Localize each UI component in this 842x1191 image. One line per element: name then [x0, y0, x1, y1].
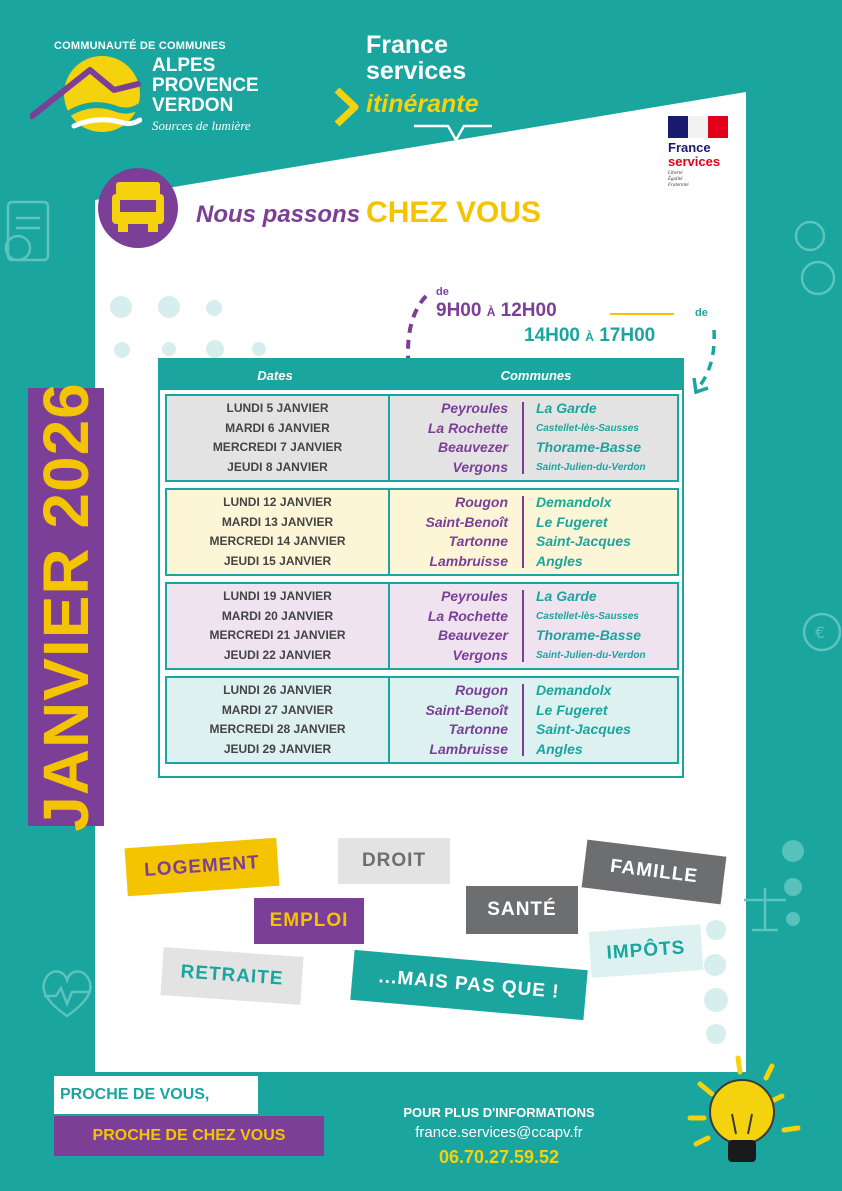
rf-motto-line: Égalité [668, 177, 683, 182]
communes-morning [390, 681, 522, 759]
date-line: MERCREDI 7 JANVIER [212, 440, 343, 454]
communes-afternoon [524, 399, 646, 477]
fs-title-line: services [366, 57, 467, 85]
decor-dot [162, 342, 176, 356]
rf-line2: services [668, 154, 721, 169]
commune: Saint-Julien-du-Verdon [536, 461, 646, 473]
fs-title [366, 32, 466, 84]
cc-name-line: VERDON [152, 95, 234, 116]
header-dates: Dates [257, 367, 293, 383]
commune: La Rochette [427, 607, 508, 624]
tag-emploi: EMPLOI [254, 898, 364, 944]
date-line: MERCREDI 14 JANVIER [209, 534, 346, 548]
commune: Le Fugeret [536, 513, 608, 530]
truck-badge [98, 168, 178, 248]
slogan-part1: Nous passons [196, 201, 361, 228]
week-row [165, 394, 679, 482]
decor-dot [252, 342, 266, 356]
hours-a: À [585, 330, 594, 344]
commune: Peyroules [441, 400, 508, 416]
week-communes [390, 488, 679, 576]
lightbulb-icon [676, 1054, 816, 1178]
date-line: MARDI 20 JANVIER [221, 608, 334, 623]
commune: Angles [536, 552, 583, 569]
date-line: LUNDI 12 JANVIER [223, 495, 332, 509]
cc-small-title: COMMUNAUTÉ DE COMMUNES [54, 40, 226, 52]
hours-de-morning: de [436, 286, 449, 298]
date-line: JEUDI 15 JANVIER [223, 553, 332, 568]
date-line: MERCREDI 21 JANVIER [209, 628, 346, 642]
week-communes [390, 582, 679, 670]
euro-icon [798, 600, 842, 664]
commune: Lambruisse [429, 740, 508, 757]
month-title: JANVIER 2026 [30, 382, 102, 832]
date-line: MERCREDI 28 JANVIER [209, 722, 346, 736]
morning-start: 9H00 [436, 300, 482, 321]
decor-dot [110, 296, 132, 318]
commune: Demandolx [536, 494, 612, 510]
commune: Saint-Benoît [425, 701, 508, 718]
date-line: JEUDI 8 JANVIER [227, 459, 328, 474]
footer-proche1: PROCHE DE VOUS, [54, 1076, 258, 1114]
commune: Beauvezer [437, 439, 508, 455]
footer-proche2: PROCHE DE CHEZ VOUS [54, 1116, 324, 1156]
commune: La Garde [536, 588, 597, 604]
commune: Saint-Jacques [536, 721, 631, 737]
afternoon-start: 14H00 [524, 325, 580, 346]
contact-email[interactable]: france.services@ccapv.fr [415, 1124, 583, 1141]
decor-dot [704, 954, 726, 976]
commune: Demandolx [536, 682, 612, 698]
communes-morning [390, 399, 522, 477]
communes-morning [390, 587, 522, 665]
document-icon [0, 196, 60, 280]
commune: Saint-Julien-du-Verdon [536, 649, 646, 661]
date-line: LUNDI 19 JANVIER [223, 589, 332, 603]
date-line: JEUDI 22 JANVIER [223, 647, 332, 662]
tag-logement: LOGEMENT [125, 838, 280, 896]
commune: Rougon [455, 494, 508, 510]
communes-afternoon [524, 681, 631, 759]
communes-morning [390, 493, 522, 571]
commune: Castellet-lès-Sausses [536, 610, 639, 622]
tag-retraite: RETRAITE [160, 947, 303, 1005]
header-communes: Communes [500, 367, 572, 383]
slogan [196, 196, 541, 230]
tag-mais-pas-que: ...MAIS PAS QUE ! [350, 950, 587, 1020]
decor-dot [158, 296, 180, 318]
date-line: LUNDI 5 JANVIER [226, 401, 329, 415]
commune: Peyroules [441, 588, 508, 604]
commune: La Rochette [427, 419, 508, 436]
fs-title-line: France [366, 31, 448, 59]
contact-info [372, 1104, 626, 1170]
commune: Tartonne [448, 721, 508, 737]
commune: Saint-Benoît [425, 513, 508, 530]
tag-sante: SANTÉ [466, 886, 578, 934]
fs-itinerante: itinérante [366, 90, 479, 118]
decor-dot [706, 920, 726, 940]
people-icon [784, 212, 842, 302]
date-line: MARDI 13 JANVIER [221, 514, 334, 529]
slogan-part2: CHEZ VOUS [366, 196, 542, 229]
chevron-right-icon [333, 86, 363, 128]
date-line: MARDI 6 JANVIER [225, 420, 330, 435]
date-line: MARDI 27 JANVIER [221, 702, 334, 717]
speech-tail-icon [412, 122, 494, 146]
commune: Saint-Jacques [536, 533, 631, 549]
heart-icon [34, 960, 100, 1026]
communes-afternoon [524, 587, 646, 665]
decor-dot [782, 840, 804, 862]
commune: Castellet-lès-Sausses [536, 422, 639, 434]
morning-end: 12H00 [500, 300, 557, 321]
cc-name-line: ALPES [152, 55, 216, 76]
hours-divider [610, 313, 674, 315]
afternoon-end: 17H00 [599, 325, 656, 346]
hours-afternoon [524, 325, 655, 347]
date-line: LUNDI 26 JANVIER [223, 683, 332, 697]
cc-name-line: PROVENCE [152, 75, 259, 96]
decor-dot [206, 340, 224, 358]
week-communes [390, 676, 679, 764]
rf-line1: France [668, 140, 711, 155]
commune: Angles [536, 740, 583, 757]
commune: La Garde [536, 400, 597, 416]
tag-famille: FAMILLE [582, 840, 727, 905]
schedule-table [158, 358, 684, 778]
week-row [165, 488, 679, 576]
commune: Beauvezer [437, 627, 508, 643]
commune: Le Fugeret [536, 701, 608, 718]
commune: Thorame-Basse [536, 439, 642, 455]
week-row [165, 582, 679, 670]
decor-dot [706, 1024, 726, 1044]
tag-impots: IMPÔTS [589, 924, 704, 978]
rf-flag-icon [668, 116, 728, 138]
info-title: POUR PLUS D'INFORMATIONS [403, 1105, 595, 1120]
decor-dot [206, 300, 222, 316]
week-communes [390, 394, 679, 482]
france-services-logo [668, 116, 736, 189]
svg-text:€: € [815, 623, 826, 642]
commune: Thorame-Basse [536, 627, 642, 643]
commune: Vergons [452, 458, 508, 475]
week-dates [165, 676, 390, 764]
truck-icon [98, 168, 178, 248]
week-row [165, 676, 679, 764]
hours-a: À [486, 305, 496, 319]
rf-motto-line: Liberté [668, 171, 683, 176]
cc-tagline: Sources de lumière [152, 118, 251, 133]
hours-de-afternoon: de [695, 307, 708, 319]
ccapv-logo-icon [30, 56, 142, 136]
week-dates [165, 394, 390, 482]
dashed-arrow-icon [690, 326, 722, 398]
table-header [160, 360, 682, 390]
decor-dot [114, 342, 130, 358]
balance-icon [730, 880, 800, 940]
contact-phone[interactable]: 06.70.27.59.52 [438, 1147, 560, 1167]
hours-morning [436, 300, 557, 322]
decor-dot [704, 988, 728, 1012]
tag-droit: DROIT [338, 838, 450, 884]
commune: Rougon [455, 682, 508, 698]
commune: Vergons [452, 646, 508, 663]
week-dates [165, 488, 390, 576]
commune: Tartonne [448, 533, 508, 549]
commune: Lambruisse [429, 552, 508, 569]
rf-motto-line: Fraternité [668, 183, 689, 188]
date-line: JEUDI 29 JANVIER [223, 741, 332, 756]
week-dates [165, 582, 390, 670]
rf-motto [668, 171, 736, 189]
cc-name [152, 56, 259, 116]
communes-afternoon [524, 493, 631, 571]
